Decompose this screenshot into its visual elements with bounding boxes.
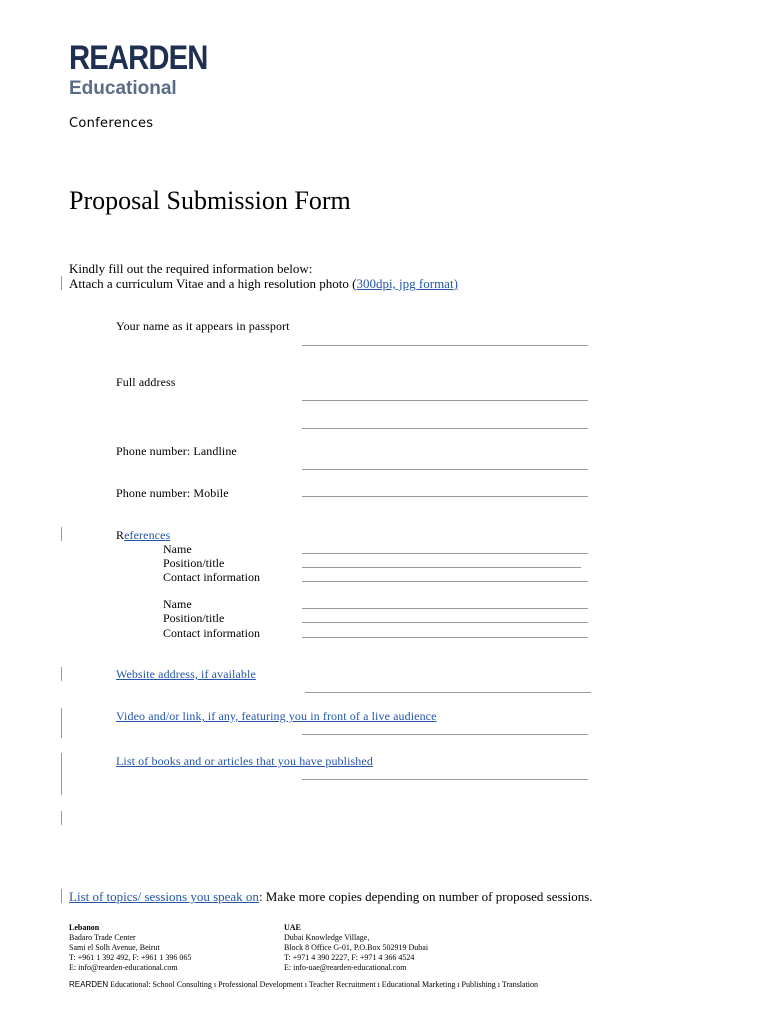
margin-marker (61, 527, 62, 541)
uae-line-1: Dubai Knowledge Village, (284, 933, 370, 942)
brand-subtitle: Educational (69, 78, 177, 99)
video-label[interactable]: Video and/or link, if any, featuring you in front of a live audience (116, 709, 437, 723)
intro-line-2 (69, 276, 458, 291)
tagline-brand: REARDEN (69, 980, 109, 989)
ref1-name-label: Name (163, 542, 192, 556)
lebanon-title: Lebanon (69, 923, 100, 932)
ref1-contact-line[interactable] (302, 581, 588, 582)
intro-line-1: Kindly fill out the required information below: (69, 261, 313, 276)
ref1-contact-label: Contact information (163, 570, 260, 584)
photo-format-link[interactable]: 300dpi, jpg format) (356, 276, 458, 291)
topics-text: : Make more copies depending on number of proposed sessions. (258, 889, 593, 904)
ref1-position-line[interactable] (302, 567, 581, 568)
website-input-line[interactable] (305, 692, 591, 693)
margin-marker (61, 889, 62, 903)
margin-marker (61, 667, 62, 681)
uae-title: UAE (284, 923, 301, 932)
address-input-line-2[interactable] (302, 428, 588, 429)
footer-lebanon (69, 923, 191, 973)
ref2-contact-label: Contact information (163, 626, 260, 640)
margin-marker (61, 811, 62, 825)
uae-line-2: Block 8 Office G-01, P.O.Box 502919 Dubai (284, 943, 429, 952)
landline-label: Phone number: Landline (116, 444, 237, 458)
margin-marker (61, 276, 62, 290)
name-label: Your name as it appears in passport (116, 319, 290, 333)
mobile-input-line[interactable] (302, 496, 588, 497)
books-input-line[interactable] (302, 779, 588, 780)
footer-uae (284, 923, 428, 973)
tagline-text: Educational: School Consulting ı Professional Development ı Teacher Recruitment ı Educational Marketing ı Publishing ı Translation (108, 980, 539, 989)
uae-line-4: E: info-uae@rearden-educational.com (284, 963, 407, 972)
website-label[interactable]: Website address, if available (116, 667, 256, 681)
references-initial: R (116, 528, 125, 542)
footer-tagline (69, 980, 538, 990)
name-input-line[interactable] (302, 345, 588, 346)
ref2-position-line[interactable] (302, 622, 588, 623)
ref2-name-label: Name (163, 597, 192, 611)
video-input-line[interactable] (302, 734, 588, 735)
section-label: Conferences (69, 116, 154, 131)
lebanon-line-2: Sami el Solh Avenue, Beirut (69, 943, 160, 952)
ref2-position-label: Position/title (163, 611, 225, 625)
ref1-position-label: Position/title (163, 556, 225, 570)
margin-marker (61, 708, 62, 738)
books-label[interactable]: List of books and or articles that you have published (116, 754, 373, 768)
topics-link[interactable]: List of topics/ sessions you speak on (69, 889, 259, 904)
lebanon-line-3: T: +961 1 392 492, F: +961 1 396 065 (69, 953, 192, 962)
address-label: Full address (116, 375, 176, 389)
ref1-name-line[interactable] (302, 553, 588, 554)
lebanon-line-4: E: info@rearden-educational.com (69, 963, 178, 972)
ref2-name-line[interactable] (302, 608, 588, 609)
page-title: Proposal Submission Form (69, 186, 351, 215)
ref2-contact-line[interactable] (302, 637, 588, 638)
references-link[interactable]: eferences (124, 528, 171, 542)
margin-marker (61, 753, 62, 795)
lebanon-line-1: Badaro Trade Center (69, 933, 136, 942)
brand-logo: REARDEN (69, 39, 208, 77)
intro-line-2-text: Attach a curriculum Vitae and a high resolution photo ( (69, 276, 357, 291)
address-input-line-1[interactable] (302, 400, 588, 401)
uae-line-3: T: +971 4 390 2227, F: +971 4 366 4524 (284, 953, 415, 962)
topics-line (69, 889, 593, 904)
references-heading (116, 528, 170, 542)
mobile-label: Phone number: Mobile (116, 486, 229, 500)
landline-input-line[interactable] (302, 469, 588, 470)
